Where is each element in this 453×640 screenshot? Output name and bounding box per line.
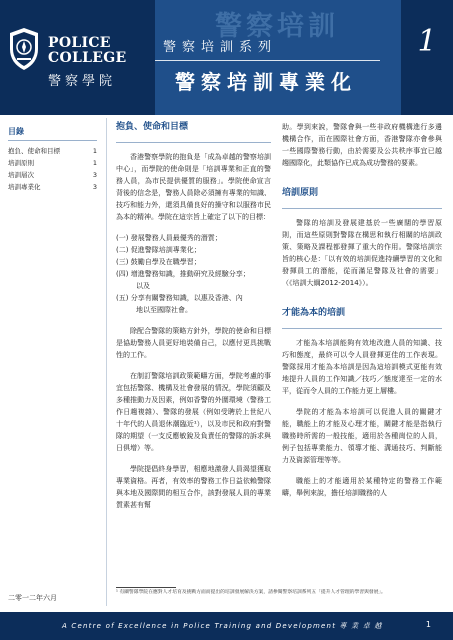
toc-item-label: 培訓層次 — [8, 171, 34, 179]
toc-title: 目錄 — [8, 127, 24, 136]
toc-item-label: 培訓原則 — [8, 159, 34, 167]
toc-item[interactable] — [8, 181, 97, 193]
toc-item[interactable] — [8, 169, 97, 181]
brand-english — [48, 36, 126, 66]
toc-list — [8, 145, 97, 193]
toc-item-label: 培訓專業化 — [8, 183, 41, 191]
paragraph: 除配合警隊的策略方針外，學院的使命和目標是協助警務人員更好地裝備自己，以應付更具挑戰性的工作。 — [116, 327, 271, 359]
title-banner — [155, 0, 453, 115]
heading-rule — [282, 328, 442, 329]
paragraph: 職能上的才能適用於某種特定的警務工作範疇，舉例來說，擔任培訓職務的人 — [282, 477, 442, 497]
toc-item-page: 3 — [92, 171, 97, 179]
text-column-right — [282, 121, 442, 508]
page-number: 1 — [425, 620, 431, 629]
heading-rule — [116, 142, 271, 143]
brand-chinese: 警察學院 — [48, 74, 117, 89]
college-brand-panel — [0, 0, 155, 115]
paragraph: 香港警察學院的抱負是「成為卓越的警察培訓中心」，而學院的使命則是「培訓專業和正直的警務人員，為市民提供優質的服務」。學院使命宣言背後的信念是，警務人員除必須擁有專業的知識、技巧和能力外，還須具備良好的操守和以服務市民為本的精神。學院在這宗旨上確定了以下的目標： — [116, 153, 271, 221]
toc-item-label: 抱負、使命和目標 — [8, 147, 60, 155]
toc-item-page: 1 — [92, 159, 97, 167]
aim-number: (二) — [116, 246, 129, 254]
aim-item — [116, 232, 271, 244]
toc-divider — [8, 140, 97, 141]
paragraph: 學院的才能為本培訓可以促進人員的關鍵才能，職能上的才能及心理才能，關鍵才能是指執行職務時所需的一般技能，適用於各種崗位的人員，例子包括專業能力、領導才能、溝通技巧、判斷能力及資源管理等等。 — [282, 408, 442, 464]
publication-date: 二零一二年六月 — [8, 594, 57, 602]
paragraph: 警隊的培訓及發展建基於一些廣闊的學習原則，而這些原則對警隊在構思和執行相關的培訓政策、策略及課程都發揮了重大的作用。警隊培訓宗旨的核心是：「以有效的培訓促進持續學習的文化和發揮員工的潛能，從而滿足警隊及社會的需要」（《培訓大綱2012-2014》）。 — [282, 219, 442, 287]
brand-line-police: POLICE — [48, 35, 111, 51]
page-footer — [0, 612, 453, 640]
paragraph: 助。學到來說，警隊會與一些非政府機構進行多邊機構合作，而在國際社會方面，香港警隊亦會參與一些國際警務行動，由於需要及公共秩序事宜已越趨國際化，此類協作已成為成功警務的要素。 — [282, 123, 442, 167]
aim-number: (四) — [116, 270, 129, 278]
footer-tagline: A Centre of Excellence in Police Training and Development 專 業 卓 越 — [62, 622, 383, 630]
toc-item[interactable] — [8, 145, 97, 157]
aim-number: (五) — [116, 294, 129, 302]
section-heading-vision: 抱負、使命和目標 — [116, 122, 189, 132]
footnote-rule — [116, 587, 176, 588]
aim-text: 鼓勵自學及在職學習； — [130, 258, 201, 266]
ghost-title: 警察培訓 — [215, 11, 339, 42]
aim-continuation: 地以至國際社會。 — [136, 306, 192, 314]
heading-rule — [282, 208, 442, 209]
footnote: ¹ 有關警隊學院在應對人才培育及挑戰方面而提出的培訓發展解決方案，請參閱警察培訓系列五「提升人才管理的學習與發展」。 — [116, 590, 386, 595]
aim-number: (一) — [116, 234, 129, 242]
aim-text: 增進警務知識，推動研究及經驗分享； — [130, 270, 250, 278]
aim-item — [116, 268, 271, 292]
issue-number: 1 — [417, 24, 437, 59]
sidebar — [0, 115, 97, 605]
aim-text: 促進警隊培訓專業化； — [130, 246, 201, 254]
paragraph: 在制訂警隊培訓政策範疇方面，學院考慮的事宜包括警隊、機構及社會發展的情況，學院須顧及多種推動力及因素，例如香警的外圍環境（警務工作日趨複雜）、警隊的發展（例如受聘於上世紀八十年代的人員退休潮臨近¹），以及市民和政府對警隊的期望（一支反應敏銳及負責任的警隊的訴求與日俱增）等。 — [116, 372, 271, 452]
aim-text: 分享有關警務知識，以惠及香港、內 — [130, 294, 243, 302]
text-column-left — [116, 121, 271, 520]
banner-rule — [155, 60, 380, 61]
series-title: 警察培訓系列 — [163, 40, 278, 55]
brand-line-college: COLLEGE — [48, 50, 127, 66]
toc-item-page: 1 — [92, 147, 97, 155]
paragraph: 才能為本培訓能夠有效地改進人員的知識、技巧和態度，最終可以令人員發揮更佳的工作表現。警隊採用才能為本培訓是因為這培訓模式更能有效地提升人員的工作知識／技巧／態度達至一定的水平，從而令人員的工作能力更上層樓。 — [282, 339, 442, 395]
aim-item — [116, 256, 271, 268]
aim-continuation: 以及 — [136, 282, 150, 290]
section-heading-principles: 培訓原則 — [282, 188, 319, 198]
aim-text: 發展警務人員最優秀的潛質； — [130, 234, 222, 242]
issue-box — [401, 0, 453, 115]
aim-item — [116, 292, 271, 316]
column-divider — [106, 118, 107, 606]
toc-item[interactable] — [8, 157, 97, 169]
section-heading-competency: 才能為本的培訓 — [282, 308, 346, 318]
aims-list — [116, 232, 271, 316]
page-title: 警察培訓專業化 — [175, 70, 357, 94]
toc-item-page: 3 — [92, 183, 97, 191]
aim-item — [116, 244, 271, 256]
aim-number: (三) — [116, 258, 129, 266]
paragraph: 學院提倡終身學習，相應地激發人員渴望獲取專業資格。再者，有效率的警務工作日益依賴警隊與本地及國際間的相互合作，該對發展人員的專業質素甚有幫 — [116, 465, 271, 509]
page-header — [0, 0, 453, 115]
police-crest-icon — [8, 27, 40, 71]
